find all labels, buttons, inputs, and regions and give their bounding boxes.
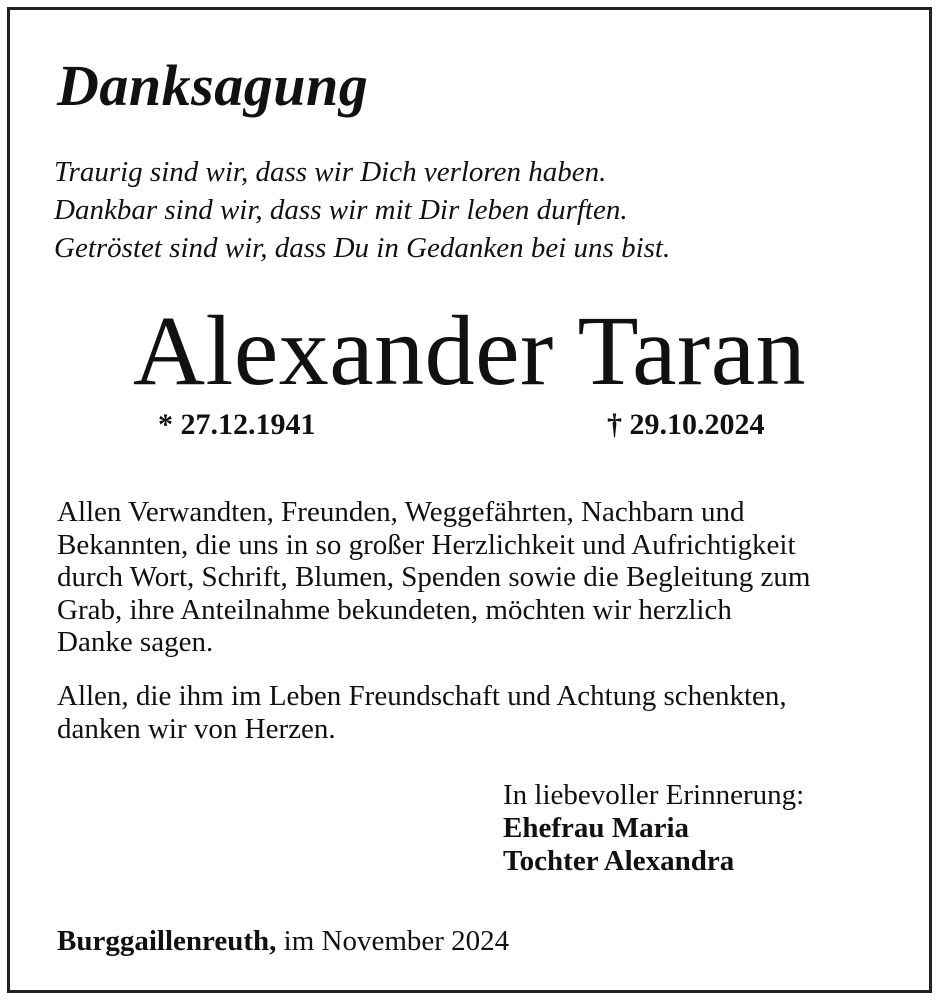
gratitude-paragraph [57, 680, 787, 745]
signer-name: Tochter Alexandra [503, 845, 735, 877]
paragraph-line: Danke sagen. [57, 626, 214, 658]
place-date-line [57, 925, 509, 958]
paragraph-line: Allen Verwandten, Freunden, Weggefährten, Nachbarn und [57, 496, 745, 528]
notice-heading: Danksagung [57, 53, 369, 118]
paragraph-line: Bekannten, die uns in so großer Herzlichkeit und Aufrichtigkeit [57, 528, 796, 561]
paragraph-line: durch Wort, Schrift, Blumen, Spenden sowie die Begleitung zum [57, 561, 811, 593]
paragraph-line: Allen, die ihm im Leben Freundschaft und Achtung schenkten, [57, 680, 787, 712]
thanks-paragraph [57, 496, 810, 659]
signer-name: Ehefrau Maria [503, 812, 690, 844]
verse-line: Traurig sind wir, dass wir Dich verloren haben. [54, 156, 607, 188]
verse-line: Dankbar sind wir, dass wir mit Dir leben durften. [54, 194, 628, 226]
closing-intro: In liebevoller Erinnerung: [503, 779, 805, 811]
memorial-verse [54, 153, 670, 267]
verse-line: Getröstet sind wir, dass Du in Gedanken bei uns bist. [54, 232, 671, 264]
paragraph-line: Grab, ihre Anteilnahme bekundeten, möchten wir herzlich [57, 593, 732, 626]
closing-block [503, 779, 804, 878]
death-date: † 29.10.2024 [607, 408, 765, 441]
deceased-name: Alexander Taran [132, 295, 807, 406]
birth-date: * 27.12.1941 [158, 408, 316, 441]
notice-date: im November 2024 [276, 925, 510, 957]
place-name: Burggaillenreuth, [57, 925, 277, 957]
paragraph-line: danken wir von Herzen. [57, 712, 336, 745]
